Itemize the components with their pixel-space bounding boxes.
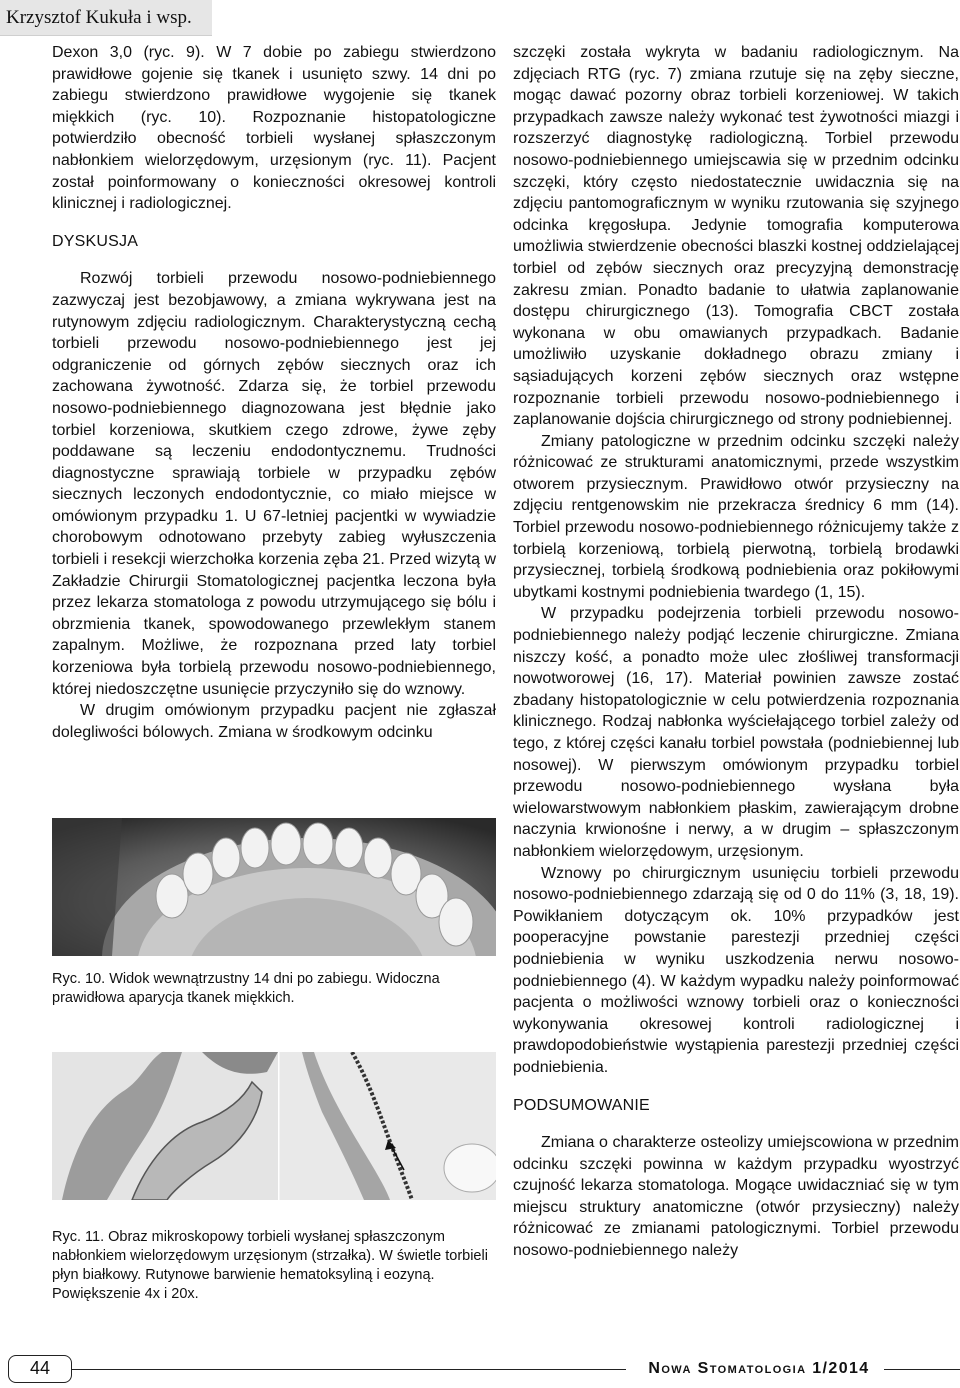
figure-11-microscopy-image bbox=[52, 1052, 496, 1200]
body-paragraph: W przypadku podejrzenia torbieli przewodu nosowo-podniebiennego należy podjąć leczenie chirurgiczne. Zmiana niszczy kość, a ponadto może ulec złośliwej transformacji nowotworowej (16, 17). Materiał powinien zawsze zostać zbadany histopatologicznie w celu potwierdzenia rozpoznania klinicznego. Rodzaj nabłonka wyściełającego torbiel zależy od tego, z której części kanału torbiel powstała (podniebiennej lub nosowej). W pierwszym omówionym przypadku torbiel przewodu nosowo-podniebiennego wysłana była wielowarstwowym nabłonkiem płaskim, zawierającym drobne naczynia krwionośne i nerwy, a w drugim – spłaszczonym nabłonkiem wielorzędowym, urzęsionym. bbox=[513, 605, 959, 860]
page-footer bbox=[0, 1352, 960, 1388]
body-paragraph: szczęki została wykryta w badaniu radiologicznym. Na zdjęciach RTG (ryc. 7) zmiana rzutuje się na zęby sieczne, mogąc dawać pozorny obraz torbieli korzeniowej. W takich przypadkach zawsze należy wykonać test żywotności miazgi i rozszerzyć diagnostykę radiologiczną. Torbiel przewodu nosowo-podniebiennego umiejscawia się w przednim odcinku szczęki, który często niedostatecznie uwidacznia się na zdjęciu pantomograficznym w wyniku rzutowania się szyjnego odcinka kręgosłupa. Jedynie tomografia komputerowa umożliwia stwierdzenie obecności blaszki kostnej oddzielającej torbiel od zębów siecznych oraz precyzyjną demonstrację zakresu zmian. Ponadto badanie to ułatwia zaplanowanie dostępu chirurgicznego (13). Tomografia CBCT została wykonana w obu omawianych przypadkach. Badanie umożliwiło uzyskanie dokładnego obrazu zmiany i sąsiadujących korzeni zębów siecznych oraz wstępne rozpoznanie torbieli przewodu nosowo-podniebiennego i zaplanowanie dojścia chirurgicznego od strony podniebiennej. bbox=[513, 44, 959, 429]
page-number: 44 bbox=[8, 1355, 72, 1383]
body-paragraph: Wznowy po chirurgicznym usunięciu torbieli przewodu nosowo-podniebiennego zdarzają się od 0 do 11% (3, 18, 19). Powikłaniem dotyczącym ok. 10% przypadków jest pooperacyjne powstanie parestezji przedniej części podniebienia w wyniku uszkodzenia nerwu nosowo-podniebiennego (4). W każdym wypadku należy poinformować pacjenta o możliwości wznowy torbieli oraz o konieczności wykonywania okresowej kontroli radiologicznej i prawdopodobieństwie wystąpienia parestezji przedniej części podniebienia. bbox=[513, 864, 959, 1076]
body-paragraph: W drugim omówionym przypadku pacjent nie zgłaszał dolegliwości bólowych. Zmiana w środkowym odcinku bbox=[52, 702, 496, 741]
intraoral-photo-graphic bbox=[52, 818, 496, 956]
running-head: Krzysztof Kukuła i wsp. bbox=[0, 0, 212, 36]
figure-10-intraoral-photo bbox=[52, 818, 496, 956]
right-column bbox=[513, 42, 959, 1262]
figure-10-caption: Ryc. 10. Widok wewnątrzustny 14 dni po zabiegu. Widoczna prawidłowa aparycja tkanek miękkich. bbox=[52, 971, 440, 1006]
body-paragraph: Dexon 3,0 (ryc. 9). W 7 dobie po zabiegu stwierdzono prawidłowe gojenie się tkanek i usunięto szwy. 14 dni po zabiegu stwierdzono prawidłowe wygojenie się tkanek miękkich (ryc. 10). Rozpoznanie histopatologiczne potwierdziło obecność torbieli wysłanej spłaszczonym nabłonkiem wielorzędowym, urzęsionym (ryc. 11). Pacjent został poinformowany o konieczności okresowej kontroli klinicznej i radiologicznej. bbox=[52, 44, 496, 213]
figure-11-caption: Ryc. 11. Obraz mikroskopowy torbieli wysłanej spłaszczonym nabłonkiem wielorzędowym urzęsionym (strzałka). W świetle torbieli płyn białkowy. Rutynowe barwienie hematoksyliną i eozyną. Powiększenie 4x i 20x. bbox=[52, 1229, 488, 1302]
journal-name: Nowa Stomatologia 1/2014 bbox=[648, 1360, 870, 1377]
footer-rule-right bbox=[884, 1369, 960, 1370]
body-paragraph: Zmiany patologiczne w przednim odcinku szczęki należy różnicować ze strukturami anatomicznymi, przede wszystkim otworem przysiecznym. Prawidłowo otwór przysieczny na zdjęciu rentgenowskim nie przekracza średnicy 6 mm (14). Torbiel przewodu nosowo-podniebiennego różnicujemy także z torbielą korzeniową, torbielą pierwotną, torbielą brodawki przysiecznej, torbielą środkową podniebienia oraz pokiłowymi ubytkami kostnymi podniebienia twardego (1, 15). bbox=[513, 432, 959, 601]
section-heading-discussion: DYSKUSJA bbox=[52, 232, 139, 250]
section-heading-summary: PODSUMOWANIE bbox=[513, 1096, 650, 1114]
left-column bbox=[52, 42, 496, 743]
body-paragraph: Rozwój torbieli przewodu nosowo-podniebiennego zazwyczaj jest bezobjawowy, a zmiana wykrywana jest na rutynowym zdjęciu radiologicznym. Charakterystyczną cechą torbieli przewodu nosowo-podniebiennego jest jej odgraniczenie od górnych zębów siecznych oraz ich zachowana żywotność. Zdarza się, że torbiel przewodu nosowo-podniebiennego diagnozowana jest błędnie jako torbiel korzeniowa, skutkiem czego zdrowe, żywe zęby poddawane są leczeniu endodontycznemu. Trudności diagnostyczne sprawiają torbiele w przypadku zębów siecznych leczonych endodontycznie, co miało miejsce w omówionym przypadku 1. U 67-letniej pacjentki w wywiadzie chorobowym odnotowano przebyty zabieg wyłuszczenia torbieli i resekcji wierzchołka korzenia zęba 21. Przed wizytą w Zakładzie Chirurgii Stomatologicznej pacjentka leczona była przez lekarza stomatologa z powodu utrzymującego się bólu i obrzmienia tkanek, spowodowanego przewlekłym stanem zapalnym. Możliwe, że rozpoznana przed laty torbiel korzeniowa była torbielą przewodu nosowo-podniebiennego, której niedoszczętne usunięcie przyczyniło się do wznowy. bbox=[52, 270, 496, 698]
body-paragraph: Zmiana o charakterze osteolizy umiejscowiona w przednim odcinku szczęki powinna w każdym przypadku wyostrzyć czujność lekarza stomatologa. Mogące uwidaczniać się w tym miejscu struktury anatomiczne (otwór przysieczny) należy różnicować ze zmianami patologicznymi. Torbiel przewodu nosowo-podniebiennego należy bbox=[513, 1134, 959, 1260]
microscopy-graphic bbox=[52, 1052, 496, 1200]
footer-rule-left bbox=[72, 1369, 626, 1370]
